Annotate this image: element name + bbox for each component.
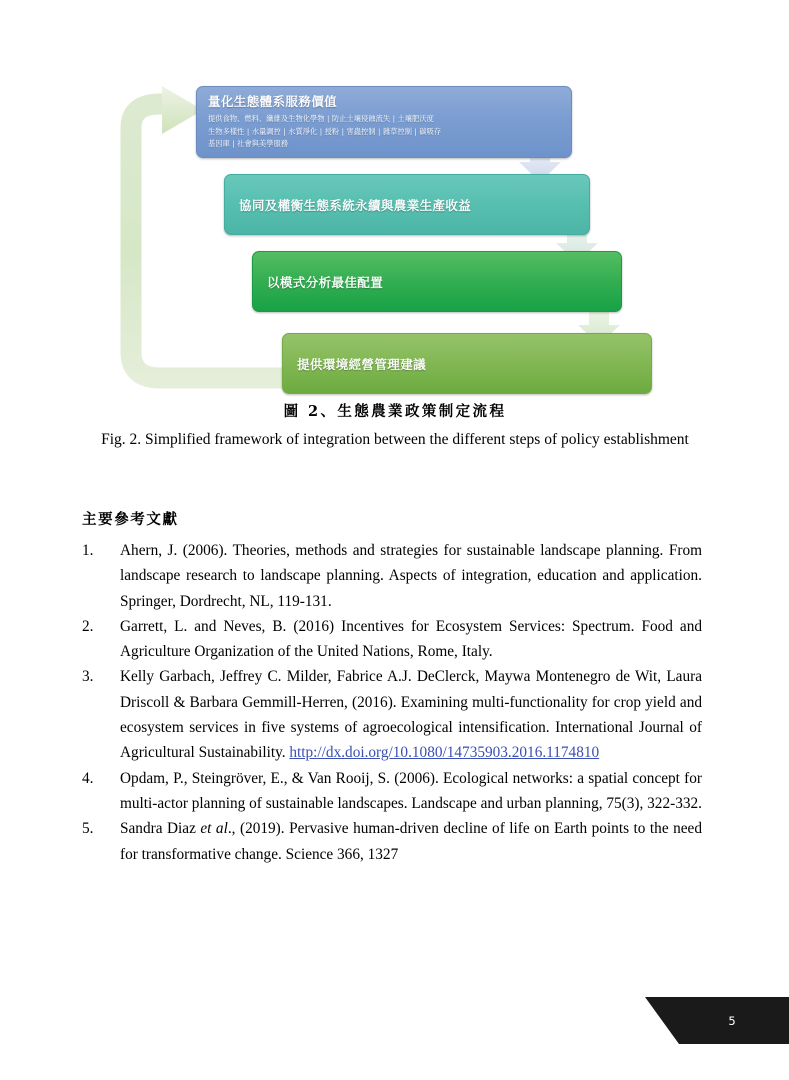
flow-step-4-title: 提供環境經營管理建議 <box>297 356 427 372</box>
reference-number: 3. <box>82 668 94 686</box>
references-section <box>82 508 702 867</box>
flow-step-quantify-ecosystem-value[interactable] <box>196 86 572 158</box>
reference-number: 2. <box>82 617 94 635</box>
flow-step-model-optimal-allocation[interactable] <box>252 251 622 312</box>
flow-step-2-title: 協同及權衡生態系統永續與農業生產收益 <box>239 197 472 213</box>
reference-item <box>82 614 702 665</box>
reference-text: Ahern, J. (2006). Theories, methods and strategies for sustainable landscape planning. From landscape research to landscape planning. Aspects of integration, education and application. Springer, Dordrecht, NL, 119-131. <box>120 542 702 610</box>
policy-flow-diagram <box>0 0 789 400</box>
flow-step-1-title: 量化生態體系服務價值 <box>208 94 338 109</box>
reference-text: Opdam, P., Steingröver, E., & Van Rooij, S. (2006). Ecological networks: a spatial concept for multi-actor planning of sustainable landscapes. Landscape and urban planning, 75(3), 322-332. <box>120 769 702 812</box>
figure-caption-chinese: 圖 2、生態農業政策制定流程 <box>283 403 507 420</box>
reference-text: Kelly Garbach, Jeffrey C. Milder, Fabrice A.J. DeClerck, Maywa Montenegro de Wit, Laura Driscoll & Barbara Gemmill-Herren, (2016). Examining multi-functionality for crop yield and ecosystem services in five systems of agroecological intensification. International Journal of Agricultural Sustainability. <box>120 668 702 762</box>
reference-doi-link[interactable]: http://dx.doi.org/10.1080/14735903.2016.1174810 <box>289 744 600 762</box>
references-list <box>82 538 702 867</box>
reference-text: Garrett, L. and Neves, B. (2016) Incentives for Ecosystem Services: Spectrum. Food and Agriculture Organization of the United Nations, Rome, Italy. <box>120 617 702 661</box>
reference-number: 5. <box>82 820 94 838</box>
figure-caption-english-line-1: Fig. 2. Simplified framework of integration between the different steps of policy <box>101 431 600 448</box>
references-heading: 主要參考文獻 <box>82 511 179 528</box>
flow-step-3-title: 以模式分析最佳配置 <box>267 274 384 290</box>
figure-caption <box>60 401 730 453</box>
reference-item <box>82 664 702 765</box>
reference-number: 1. <box>82 542 94 559</box>
reference-item <box>82 766 702 817</box>
flow-step-1-subtitle-line-2: 生物多樣性 | 水量調控 | 水質淨化 | 授粉 | 害蟲控制 | 雜草控制 | 碳吸存 <box>208 126 442 136</box>
reference-item <box>82 538 702 614</box>
flow-step-1-subtitle <box>208 113 561 151</box>
reference-text-italic: et al <box>200 820 228 838</box>
flow-step-1-subtitle-line-3: 基因庫 | 社會與美學服務 <box>208 139 289 149</box>
page-footer <box>645 997 789 1044</box>
reference-text: Sandra Diaz <box>120 820 201 838</box>
figure-caption-english-line-2: establishment <box>603 431 689 448</box>
reference-text-tail: ., (2019). Pervasive human-driven decline of life on Earth points to the need for transformative change. Science 366, 1327 <box>120 820 702 863</box>
figure-caption-english <box>60 427 730 453</box>
flow-step-synergy-tradeoff[interactable] <box>224 174 590 235</box>
flow-step-management-recommendation[interactable] <box>282 333 652 394</box>
flow-step-1-subtitle-line-1: 提供食物、燃料、纖維及生物化學物 | 防止土壤侵蝕流失 | 土壤肥沃度 <box>208 114 434 123</box>
reference-number: 4. <box>82 769 94 787</box>
reference-item <box>82 816 702 867</box>
page-number: 5 <box>728 1013 736 1028</box>
